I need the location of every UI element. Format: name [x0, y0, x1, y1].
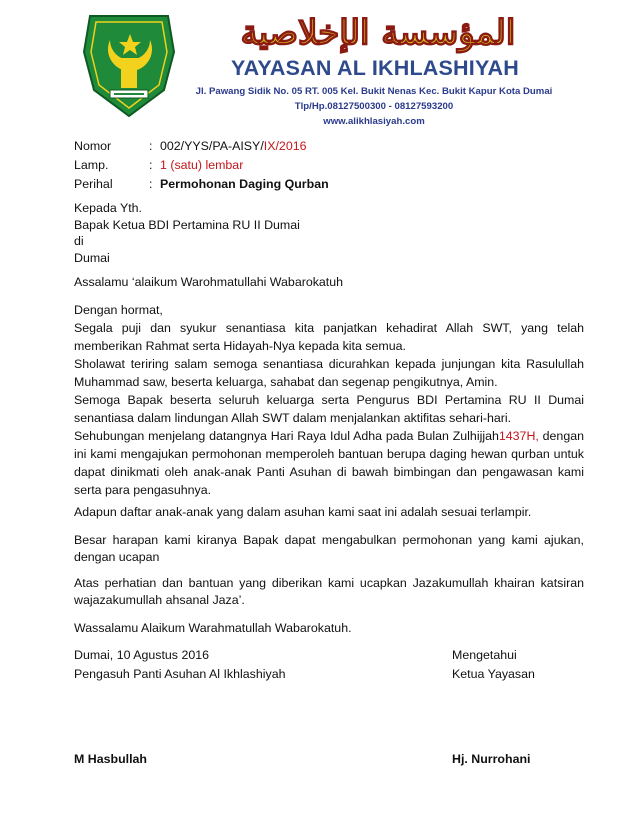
paragraph-hope: Besar harapan kami kiranya Bapak dapat mengabulkan permohonan yang kami ajukan, dengan ucapan [74, 533, 584, 564]
paragraph-request [74, 427, 584, 499]
perihal-colon: : [149, 177, 153, 191]
paragraph-doa: Semoga Bapak beserta seluruh keluarga serta Pengurus BDI Pertamina RU II Dumai senantiasa dalam lindungan Allah SWT dalam menjalankan aktifitas sehari-hari. [74, 393, 584, 425]
paragraph-list: Adapun daftar anak-anak yang dalam asuhan kami saat ini adalah sesuai terlampir. [74, 505, 532, 519]
lamp-value: 1 (satu) lembar [160, 158, 244, 172]
place-date: Dumai, 10 Agustus 2016 [74, 648, 210, 662]
lamp-row [74, 156, 494, 175]
request-text-start: Sehubungan menjelang datangnya Hari Raya Idul Adha pada Bulan Zulhijjah [74, 429, 499, 443]
paragraph-thanks: Atas perhatian dan bantuan yang diberikan kami ucapkan Jazakumullah khairan katsiran wajazakumullah ahsanal Jaza’. [74, 576, 584, 607]
recipient-block [74, 200, 584, 266]
nomor-year: /2016 [275, 139, 307, 153]
lamp-label: Lamp. [74, 158, 109, 172]
body-paragraphs [74, 319, 584, 499]
nomor-colon: : [149, 139, 153, 153]
address-line: Jl. Pawang Sidik No. 05 RT. 005 Kel. Bukit Nenas Kec. Bukit Kapur Kota Dumai [195, 86, 553, 97]
arabic-title: المؤسسة الإخلاصية [240, 13, 516, 53]
left-signer-name: M Hasbullah [74, 752, 147, 766]
right-signer-name: Hj. Nurrohani [452, 752, 531, 766]
perihal-value: Permohonan Daging Qurban [160, 177, 329, 191]
recipient-greeting: Kepada Yth. [74, 201, 142, 215]
mengetahui-label: Mengetahui [452, 648, 517, 662]
left-signer-role: Pengasuh Panti Asuhan Al Ikhlashiyah [74, 667, 286, 681]
perihal-row [74, 175, 494, 194]
paragraph-praise: Segala puji dan syukur senantiasa kita panjatkan kehadirat Allah SWT, yang telah memberikan Rahmat serta Hidayah-Nya kepada kita semua. [74, 321, 584, 353]
right-signer-role: Ketua Yayasan [452, 667, 535, 681]
letter-meta [74, 137, 494, 194]
hijri-year: 1437H, [498, 429, 539, 443]
nomor-prefix: 002/YYS/PA-AISY/ [160, 139, 264, 153]
salam-opening: Assalamu ‘alaikum Warohmatullahi Wabarokatuh [74, 275, 344, 289]
perihal-label: Perihal [74, 177, 113, 191]
hormat-line: Dengan hormat, [74, 303, 163, 317]
recipient-city: Dumai [74, 250, 110, 265]
phone-line: Tlp/Hp.08127500300 - 08127593200 [294, 101, 454, 112]
organization-name: YAYASAN AL IKHLASHIYAH [231, 56, 519, 80]
lamp-colon: : [149, 158, 153, 172]
recipient-name: Bapak Ketua BDI Pertamina RU II Dumai [74, 217, 300, 232]
nomor-value [160, 137, 307, 156]
website-link[interactable]: www.alikhlasiyah.com [323, 116, 425, 127]
request-text-end: dengan ini kami mengajukan permohonan memperoleh bantuan berupa daging hewan qurban untuk dapat dinikmati oleh anak-anak Panti Asuhan di bawah bimbingan dan pengawasan kami serta para pengasuhnya. [74, 429, 584, 497]
nomor-row [74, 137, 494, 156]
nomor-roman: IX [263, 139, 276, 153]
paragraph-sholawat: Sholawat teriring salam semoga senantiasa dicurahkan kepada junjungan kita Rasulullah Muhammad saw, beserta keluarga, sahabat dan segenap pengikutnya, Amin. [74, 357, 584, 389]
recipient-di: di [74, 234, 84, 248]
closing-salam: Wassalamu Alaikum Warahmatullah Wabarokatuh. [74, 621, 352, 635]
letterhead [80, 6, 564, 127]
nomor-label: Nomor [74, 139, 112, 153]
foundation-logo-icon [80, 12, 178, 118]
